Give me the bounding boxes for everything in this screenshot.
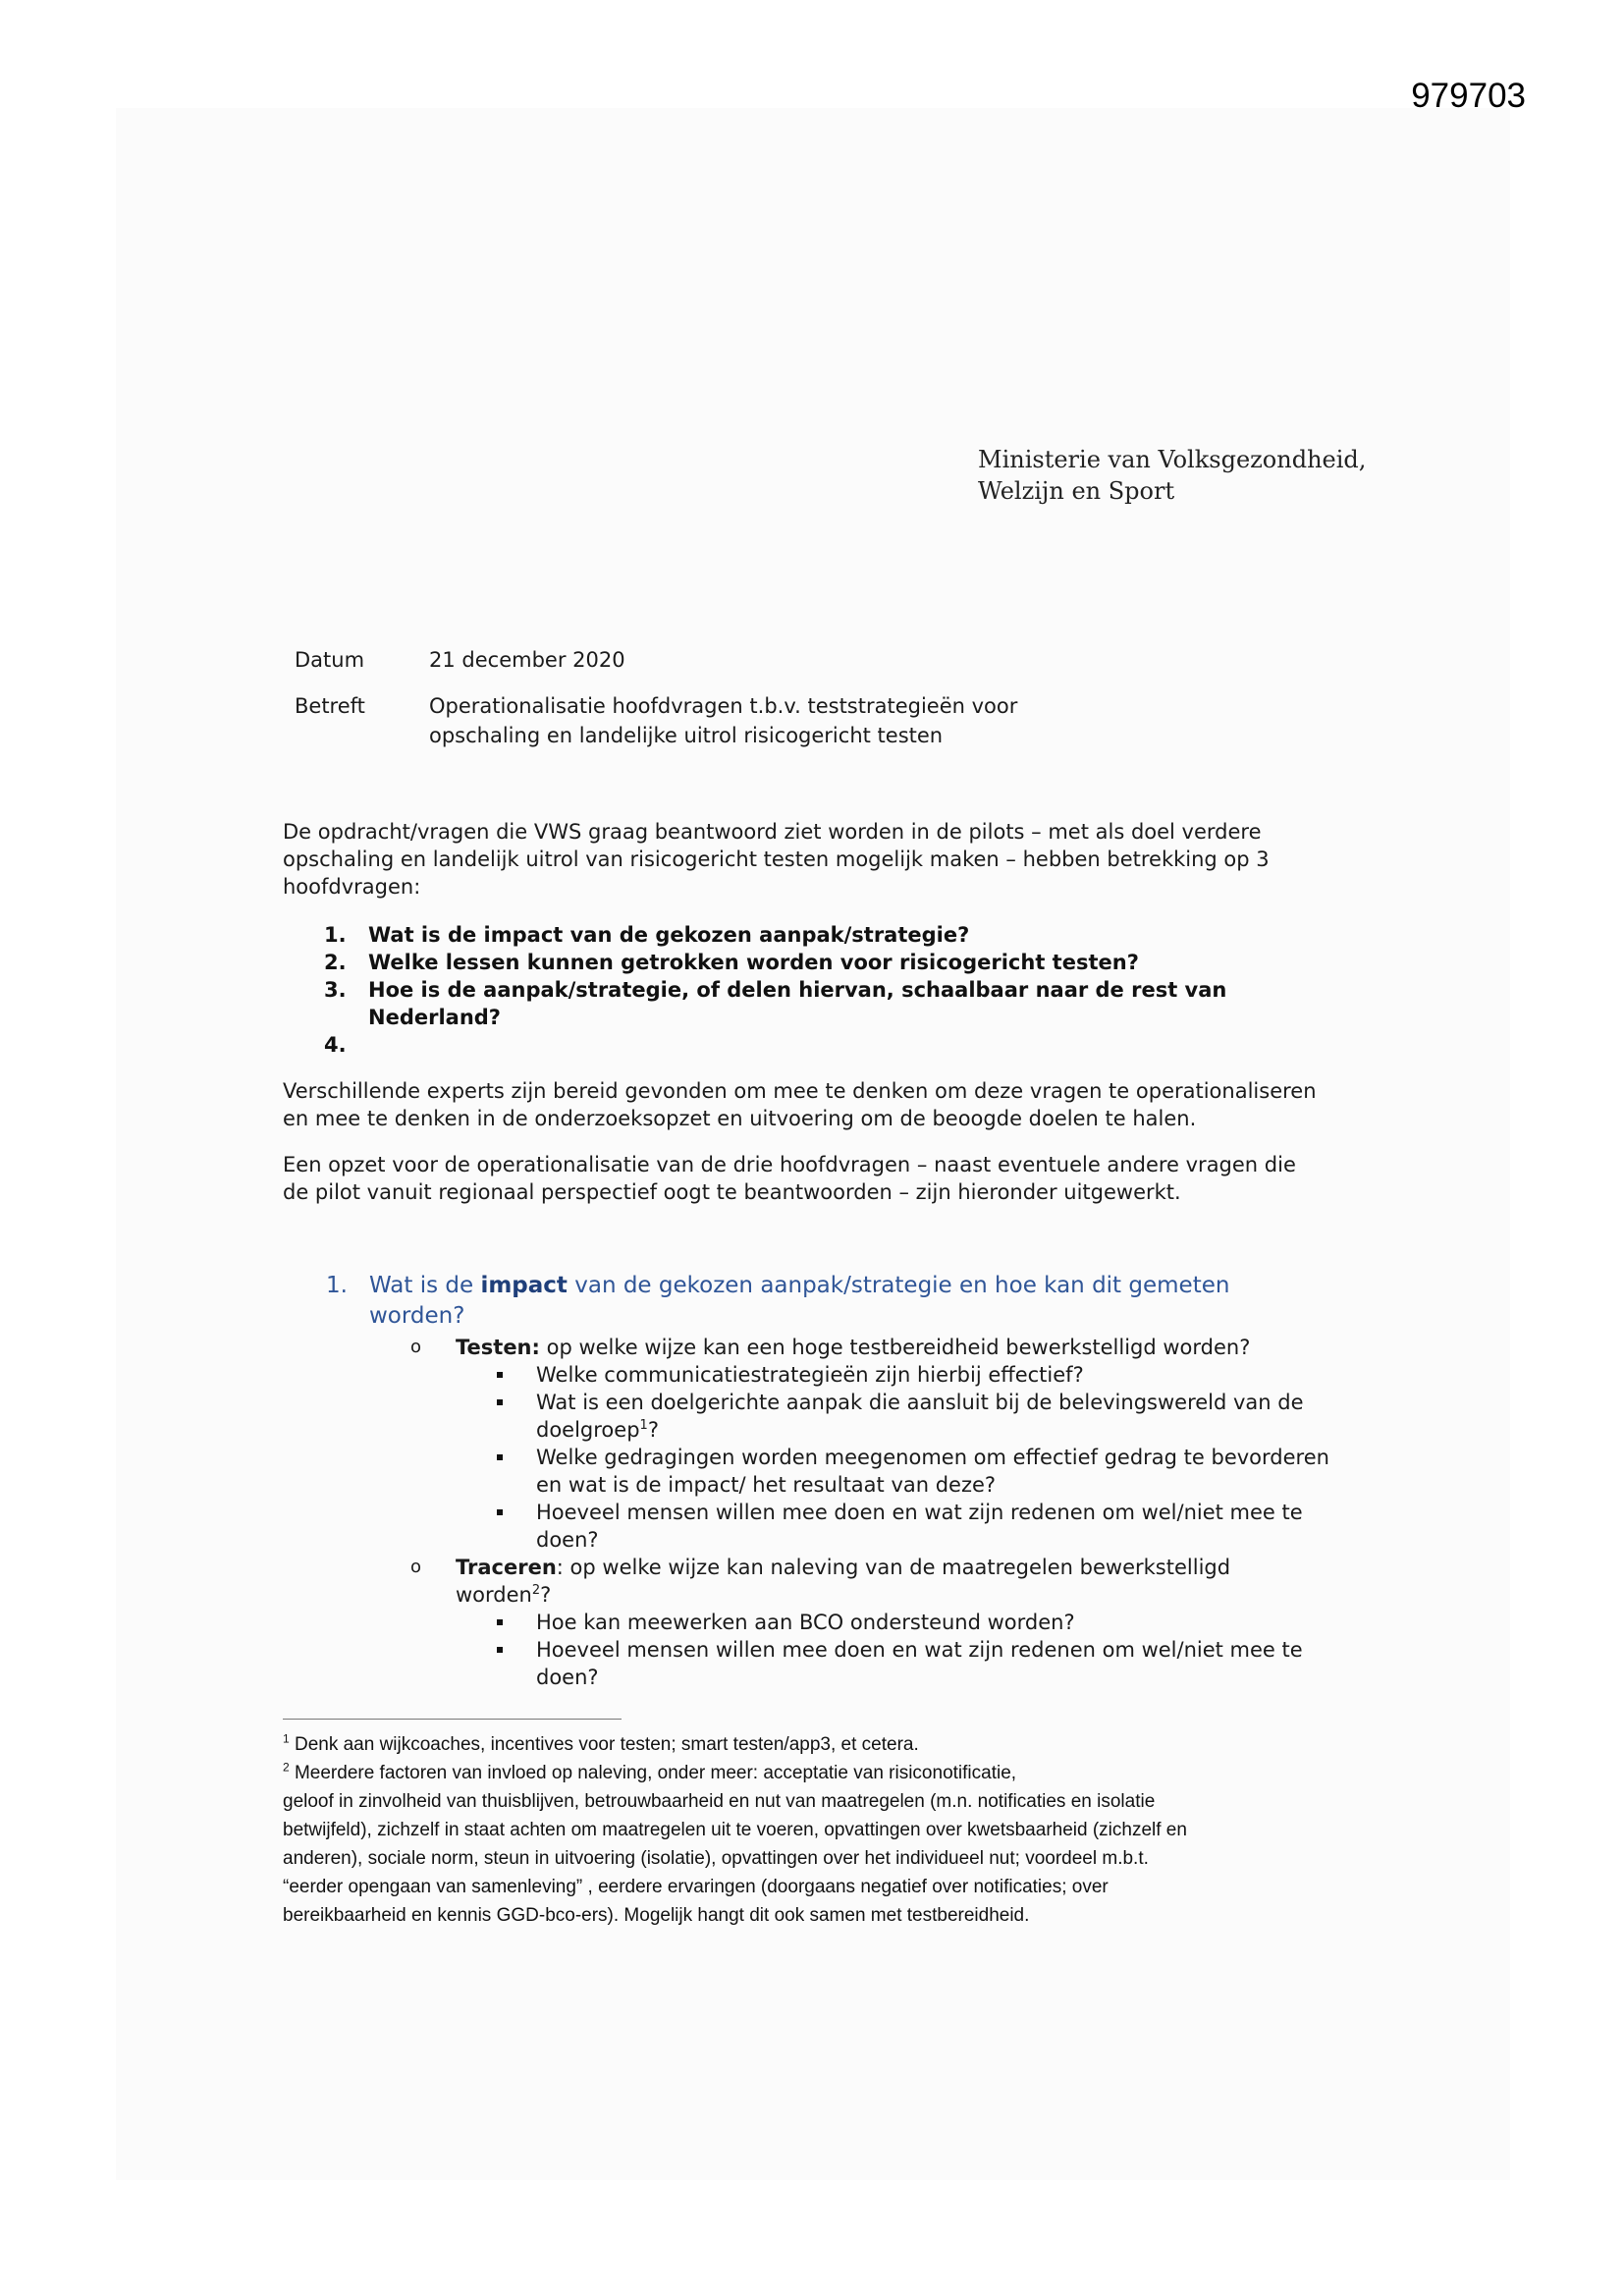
testen-subitem-2-tail: ? <box>647 1418 659 1442</box>
question-2-text: Welke lessen kunnen getrokken worden voor risicogericht testen? <box>368 951 1139 974</box>
traceren-subitem-2-line-2: doen? <box>536 1666 599 1689</box>
square-bullet-icon <box>497 1509 503 1515</box>
question-1-text: Wat is de impact van de gekozen aanpak/strategie? <box>368 923 970 947</box>
footnote-2-line-3: betwijfeld), zichzelf in staat achten om maatregelen uit te voeren, opvattingen over kwetsbaarheid (zichzelf en <box>283 1820 1187 1840</box>
traceren-label: Traceren <box>456 1556 557 1579</box>
square-bullet-icon <box>497 1399 503 1405</box>
testen-subitem-1-text: Welke communicatiestrategieën zijn hierbij effectief? <box>536 1363 1084 1387</box>
intro-line-2: opschaling en landelijk uitrol van risicogericht testen mogelijk maken – hebben betrekking op 3 <box>283 847 1270 871</box>
subject-line-1: Operationalisatie hoofdvragen t.b.v. teststrategieën voor <box>429 694 1018 718</box>
traceren-line-2: worden <box>456 1583 532 1607</box>
footnote-2-line-6: bereikbaarheid en kennis GGD-bco-ers). Mogelijk hangt dit ook samen met testbereidheid. <box>283 1905 1030 1926</box>
intro-paragraph <box>283 818 1363 901</box>
proposal-paragraph <box>283 1151 1363 1206</box>
footnote-ref-2: 2 <box>531 1583 541 1598</box>
section-1-line-2: worden? <box>369 1303 465 1329</box>
testen-subitem-3-line-1: Welke gedragingen worden meegenomen om effectief gedrag te bevorderen <box>536 1446 1329 1469</box>
testen-subitem-3-line-2: en wat is de impact/ het resultaat van deze? <box>536 1473 997 1497</box>
subject-label: Betreft <box>295 694 365 718</box>
footnote-divider <box>283 1719 622 1720</box>
traceren-subitem-1-text: Hoe kan meewerken aan BCO ondersteund worden? <box>536 1611 1075 1634</box>
footnote-2-line-1: Meerdere factoren van invloed op naleving, onder meer: acceptatie van risiconotificatie, <box>289 1763 1017 1783</box>
square-bullet-icon <box>497 1647 503 1653</box>
section-1-number: 1. <box>326 1273 348 1298</box>
square-bullet-icon <box>497 1619 503 1625</box>
proposal-line-1: Een opzet voor de operationalisatie van de drie hoofdvragen – naast eventuele andere vragen die <box>283 1153 1296 1176</box>
question-2-number: 2. <box>324 951 347 974</box>
question-3-text-line-2: Nederland? <box>368 1006 501 1029</box>
section-1-bold: impact <box>480 1273 568 1298</box>
footnote-1-text: Denk aan wijkcoaches, incentives voor testen; smart testen/app3, et cetera. <box>289 1734 919 1755</box>
experts-paragraph <box>283 1077 1363 1132</box>
ministry-name <box>978 444 1366 507</box>
footnote-2-mark: 2 <box>283 1760 290 1775</box>
section-1-pre: Wat is de <box>369 1273 481 1298</box>
question-1-number: 1. <box>324 923 347 947</box>
footnote-2-line-2: geloof in zinvolheid van thuisblijven, betrouwbaarheid en nut van maatregelen (m.n. notificaties en isolatie <box>283 1791 1156 1812</box>
footnote-2-line-5: “eerder opengaan van samenleving” , eerdere ervaringen (doorgaans negatief over notificaties; over <box>283 1877 1109 1897</box>
footnote-1-mark: 1 <box>283 1731 290 1746</box>
intro-line-1: De opdracht/vragen die VWS graag beantwoord ziet worden in de pilots – met als doel verdere <box>283 820 1262 844</box>
traceren-subitem-2-line-1: Hoeveel mensen willen mee doen en wat zijn redenen om wel/niet mee te <box>536 1638 1303 1662</box>
date-label: Datum <box>295 648 365 672</box>
testen-subitem-4-line-1: Hoeveel mensen willen mee doen en wat zijn redenen om wel/niet mee te <box>536 1501 1303 1524</box>
traceren-text: : op welke wijze kan naleving van de maatregelen bewerkstelligd <box>556 1556 1231 1579</box>
date-value: 21 december 2020 <box>429 648 625 672</box>
subject-value <box>429 691 1116 750</box>
testen-subitem-2-line-1: Wat is een doelgerichte aanpak die aansluit bij de belevingswereld van de <box>536 1391 1304 1414</box>
ministry-line-2: Welzijn en Sport <box>978 477 1175 505</box>
subject-line-2: opschaling en landelijke uitrol risicogericht testen <box>429 724 944 747</box>
footnote-ref-1: 1 <box>639 1418 648 1433</box>
proposal-line-2: de pilot vanuit regionaal perspectief oogt te beantwoorden – zijn hieronder uitgewerkt. <box>283 1180 1181 1204</box>
testen-subitem-4-line-2: doen? <box>536 1528 599 1552</box>
section-1-post: van de gekozen aanpak/strategie en hoe kan dit gemeten <box>567 1273 1230 1298</box>
document-id: 979703 <box>1411 77 1526 115</box>
footnotes <box>283 1730 1363 1930</box>
square-bullet-icon <box>497 1372 503 1378</box>
traceren-tail: ? <box>540 1583 552 1607</box>
circle-bullet-icon: o <box>410 1557 422 1577</box>
experts-line-2: en mee te denken in de onderzoeksopzet en uitvoering om de beoogde doelen te halen. <box>283 1107 1197 1130</box>
footnote-2-line-4: anderen), sociale norm, steun in uitvoering (isolatie), opvattingen over het individueel nut; voordeel m.b.t. <box>283 1848 1149 1869</box>
square-bullet-icon <box>497 1454 503 1460</box>
intro-line-3: hoofdvragen: <box>283 875 421 899</box>
testen-text: op welke wijze kan een hoge testbereidheid bewerkstelligd worden? <box>539 1336 1251 1359</box>
testen-subitem-2-line-2: doelgroep <box>536 1418 640 1442</box>
question-3-number: 3. <box>324 978 347 1002</box>
circle-bullet-icon: o <box>410 1337 422 1357</box>
ministry-line-1: Ministerie van Volksgezondheid, <box>978 446 1367 473</box>
testen-label: Testen: <box>456 1336 540 1359</box>
question-3-text-line-1: Hoe is de aanpak/strategie, of delen hiervan, schaalbaar naar de rest van <box>368 978 1227 1002</box>
question-4-number: 4. <box>324 1033 347 1057</box>
experts-line-1: Verschillende experts zijn bereid gevonden om mee te denken om deze vragen te operationaliseren <box>283 1079 1317 1103</box>
